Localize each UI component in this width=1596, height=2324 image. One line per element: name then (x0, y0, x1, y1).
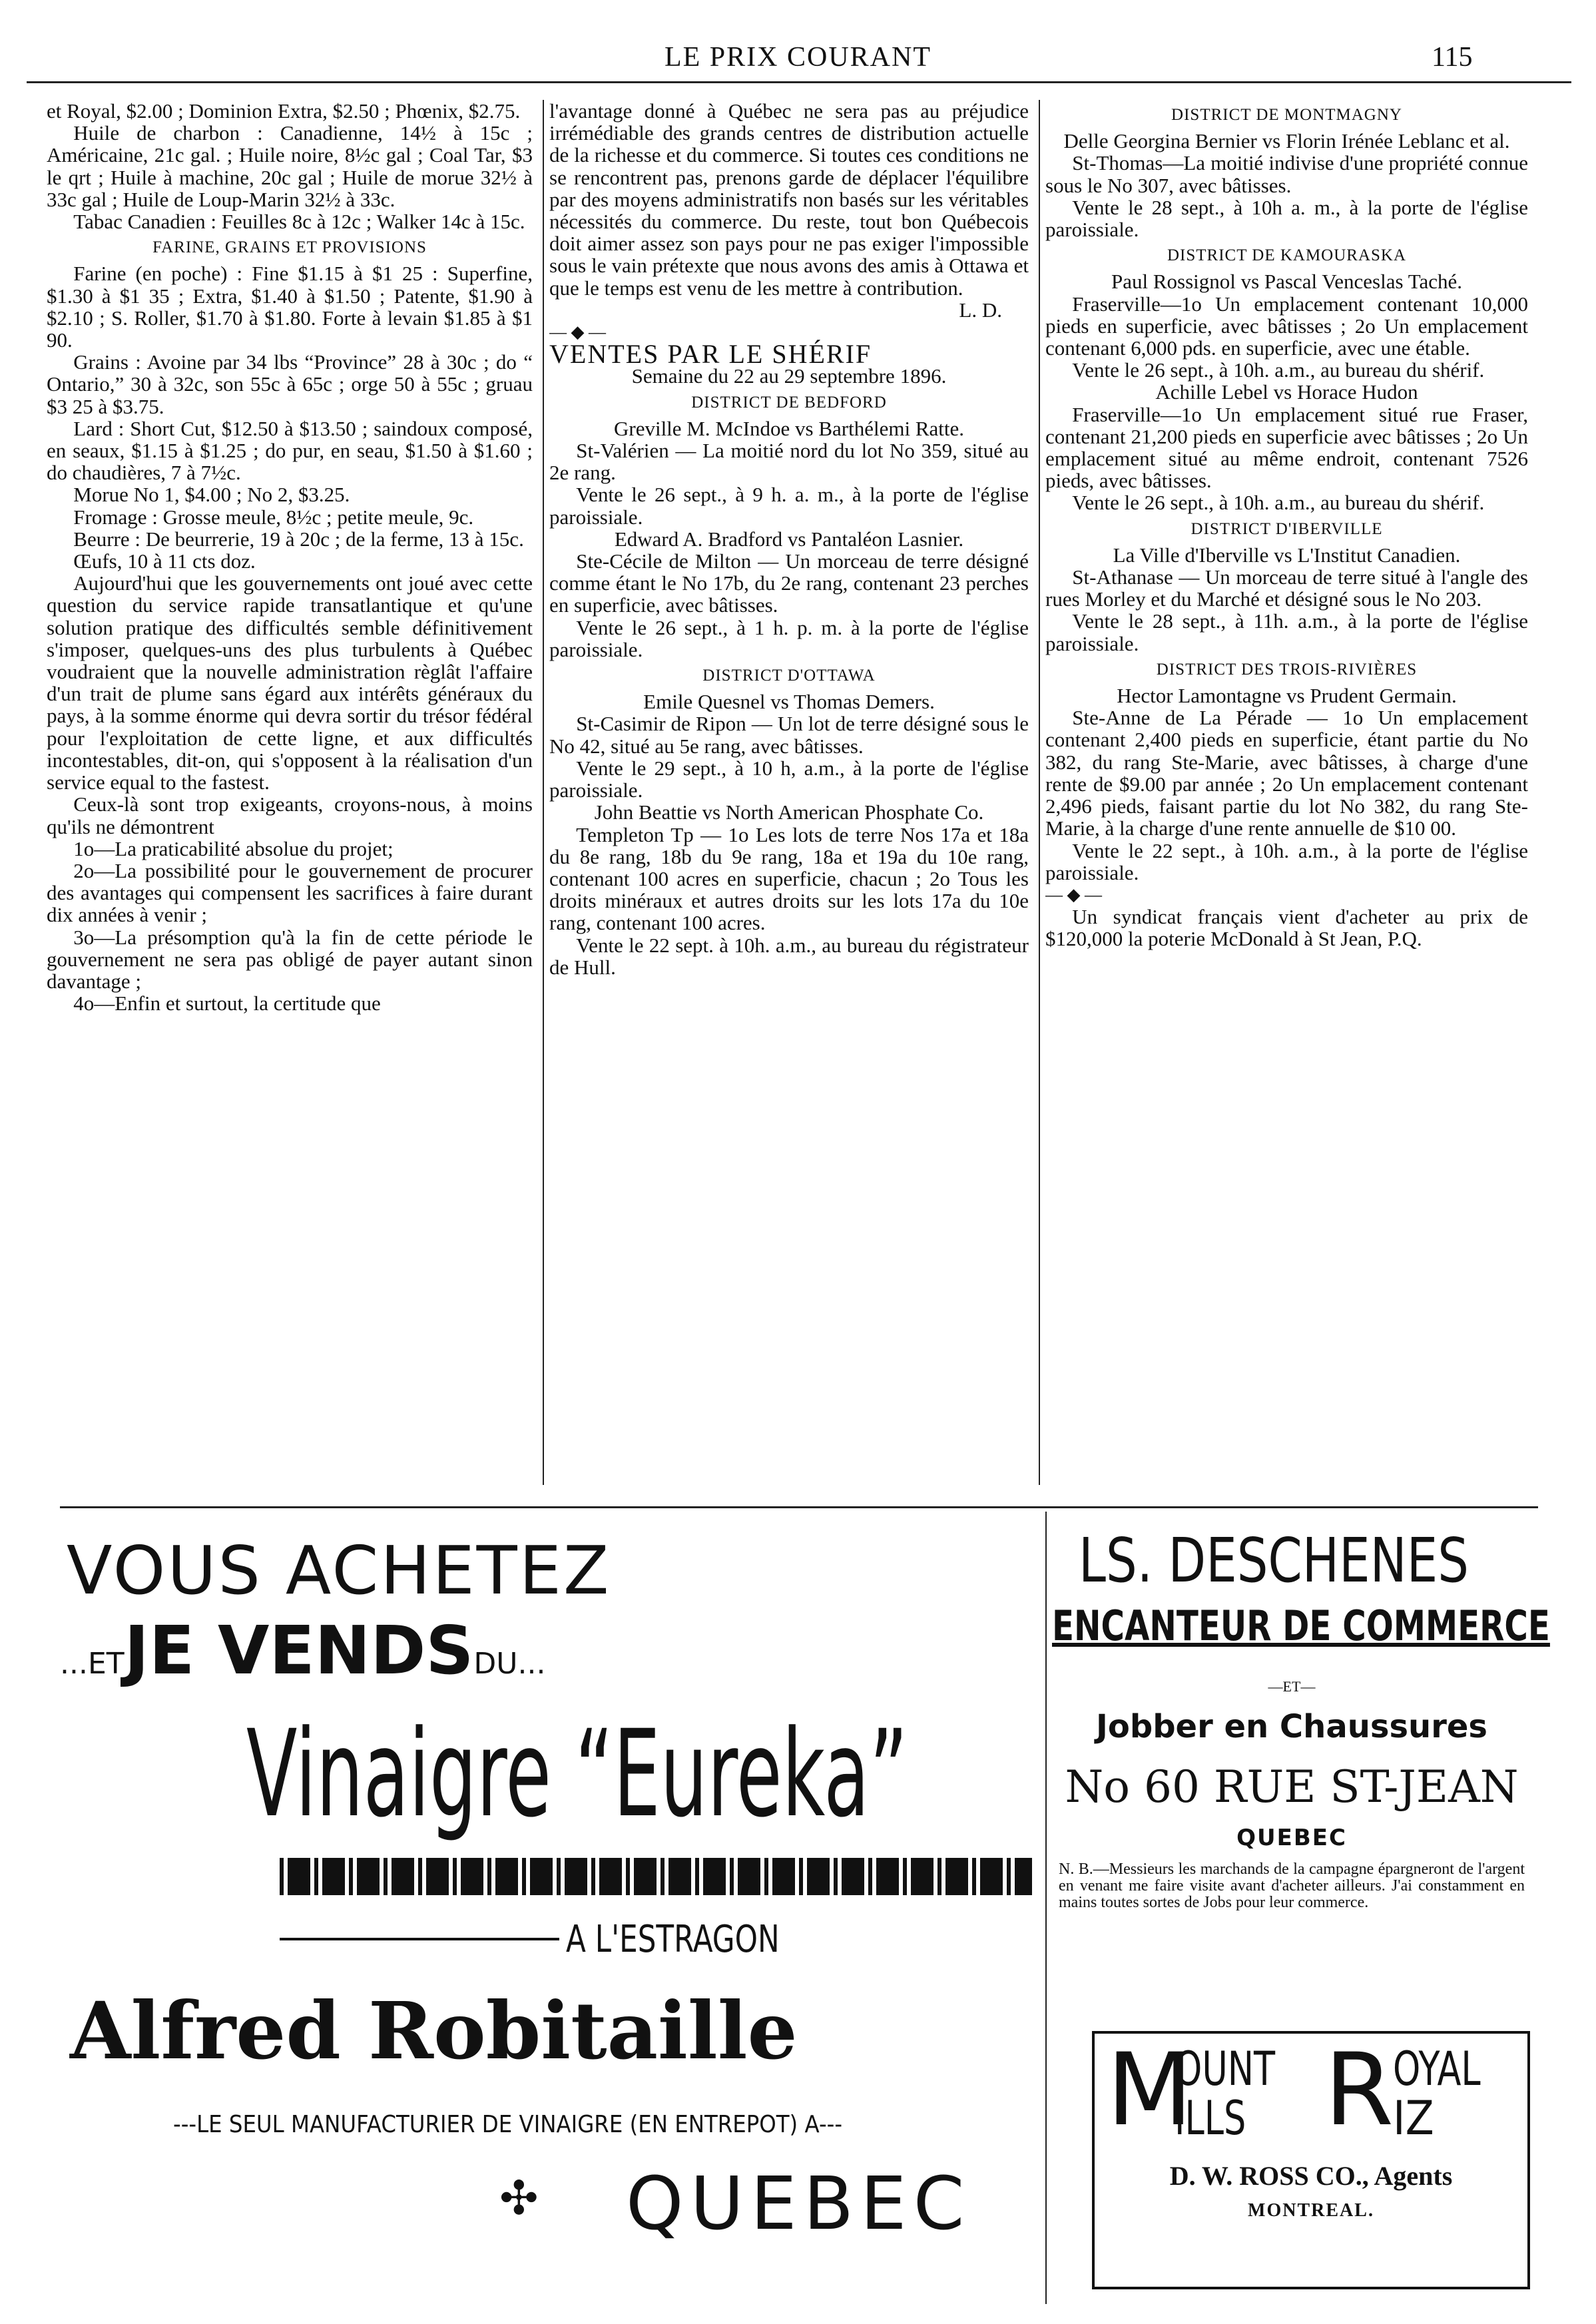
paragraph: Morue No 1, $4.00 ; No 2, $3.25. (73, 483, 350, 507)
header-rule (27, 81, 1571, 83)
section-heading: DISTRICT DE MONTMAGNY (1171, 106, 1402, 124)
ad-du: DU... (473, 1647, 546, 1681)
section-title: VENTES PAR LE SHÉRIF (549, 339, 872, 370)
paragraph: Vente le 26 sept., à 10h. a.m., au bureau du shérif. (1072, 491, 1485, 515)
auctioneer-address: No 60 RUE ST-JEAN (1065, 1761, 1519, 1813)
paragraph: Grains : Avoine par 34 lbs “Province” 28 à 30c ; do “ Ontario,” 30 à 32c, son 55c à 65c ; orge 50 à 55c ; gruau $3 25 à $3.75. (47, 350, 533, 418)
paragraph: St-Casimir de Ripon — Un lot de terre désigné sous le No 42, situé au 5e rang, avec bâtisses. (549, 712, 1029, 758)
paragraph: Ste-Cécile de Milton — Un morceau de terre désigné comme étant le No 17b, du 2e rang, contenant 23 perches en superficie, avec bâtisses. (549, 549, 1029, 617)
paragraph: Lard : Short Cut, $12.50 à $13.50 ; saindoux composé, en seaux, $1.15 à $1.25 ; do pur, en seau, $1.50 à $1.60 ; do chaudières, 7 à 7½c. (47, 416, 533, 485)
paragraph: Templeton Tp — 1o Les lots de terre Nos 17a et 18a du 8e rang, 18b du 9e rang, 18a et 19a du 10e rang, contenant 100 acres en superficie, chacun ; 2o Tous les droits minéraux et autres droits sur les lots 17a du 10e rang, contenant 100 acres. (549, 822, 1029, 935)
case-title: Semaine du 22 au 29 septembre 1896. (631, 364, 947, 388)
page-header-title: LE PRIX COURANT (664, 42, 931, 73)
paragraph: l'avantage donné à Québec ne sera pas au préjudice irrémédiable des grands centres de distribution actuelle de la richesse et du commerce. Si toutes ces conditions ne se rencontrent pas, prenons garde de déplacer l'équilibre par des moyens administratifs non basés sur les véritables nécessités du commerce. Du reste, tout bon Québecois doit aimer assez son pays pour ne pas exiger l'impossible sous le vain prétexte que nous avons des amis à Ottawa et que le temps est venu de les mettre à contribution. (549, 100, 1029, 300)
paragraph: Fraserville—1o Un emplacement situé rue Fraser, contenant 21,200 pieds en superficie avec bâtisses ; 2o Un emplacement situé au même endroit, contenant 7526 pieds, avec bâtisses. (1045, 402, 1528, 493)
brand-ount: OUNT (1175, 2042, 1276, 2096)
section-heading: DISTRICT DES TROIS-RIVIÈRES (1156, 660, 1418, 679)
paragraph: Vente le 26 sept., à 9 h. a. m., à la porte de l'église paroissiale. (549, 483, 1029, 529)
auctioneer-advertisement (1052, 1518, 1550, 1931)
paragraph: Vente le 22 sept. à 10h. a.m., au bureau du régistrateur de Hull. (549, 933, 1029, 979)
section-heading: FARINE, GRAINS ET PROVISIONS (152, 238, 427, 257)
section-heading: DISTRICT D'IBERVILLE (1191, 519, 1383, 538)
auctioneer-city: QUEBEC (1236, 1825, 1347, 1851)
rice-city: MONTREAL. (1248, 2200, 1374, 2221)
paragraph: St-Thomas—La moitié indivise d'une propriété connue sous le No 307, avec bâtisses. (1045, 151, 1528, 197)
column-divider (1039, 100, 1040, 1485)
paragraph: Vente le 28 sept., à 11h. a.m., à la porte de l'église paroissiale. (1045, 609, 1528, 655)
auctioneer-et: —ET— (1268, 1678, 1316, 1695)
paragraph: Huile de charbon : Canadienne, 14½ à 15c ; Américaine, 21c gal. ; Huile noire, 8½c gal ; Coal Tar, $3 le qrt ; Huile à machine, 20c gal ; Huile de morue 32½ à 33c gal ; Huile de Loup-Marin 32½ à 33c. (47, 121, 533, 211)
paragraph: Vente le 29 sept., à 10 h, a.m., à la porte de l'église paroissiale. (549, 756, 1029, 802)
ad-ornament-icon: ✣ (499, 2174, 539, 2225)
case-title: Emile Quesnel vs Thomas Demers. (643, 690, 935, 714)
ad-product-name: Vinaigre “Eureka” (246, 1705, 908, 1844)
case-title: Achille Lebel vs Horace Hudon (1155, 380, 1418, 404)
signature: L. D. (959, 298, 1002, 322)
paragraph: Beurre : De beurrerie, 19 à 20c ; de la ferme, 13 à 15c. (73, 527, 524, 551)
paragraph: Ceux-là sont trop exigeants, croyons-nous, à moins qu'ils ne démontrent (47, 792, 533, 838)
paragraph: Farine (en poche) : Fine $1.15 à $1 25 : Superfine, $1.30 à $1 35 ; Extra, $1.40 à $1.50 ; Patente, $1.90 à $2.10 ; S. Roller, $1.70 à $1.80. Forte à levain $1.85 à $1 90. (47, 262, 533, 352)
ads-top-rule (60, 1506, 1538, 1508)
brand-oyal: OYAL (1393, 2042, 1481, 2096)
ad-flavor: A L'ESTRAGON (566, 1918, 780, 1961)
paragraph: Fromage : Grosse meule, 8½c ; petite meule, 9c. (73, 505, 474, 529)
paragraph: Vente le 26 sept., à 1 h. p. m. à la porte de l'église paroissiale. (549, 615, 1029, 661)
section-heading: DISTRICT DE BEDFORD (691, 393, 887, 412)
paragraph: Vente le 26 sept., à 10h. a.m., au bureau du shérif. (1072, 358, 1485, 382)
column-sheriff-sales (549, 100, 1029, 1485)
rice-agents: D. W. ROSS CO., Agents (1169, 2161, 1453, 2191)
ad-headline-buy: VOUS ACHETEZ (67, 1532, 611, 1609)
paragraph: Vente le 28 sept., à 10h a. m., à la porte de l'église paroissiale. (1045, 195, 1528, 242)
column-sheriff-sales-continued (1045, 100, 1528, 1485)
paragraph: 3o—La présomption qu'à la fin de cette période le gouvernement ne sera pas obligé de payer autant sinon davantage ; (47, 925, 533, 993)
paragraph: Vente le 22 sept., à 10h. a.m., à la porte de l'église paroissiale. (1045, 838, 1528, 884)
page-number: 115 (1432, 42, 1473, 73)
paragraph: 4o—Enfin et surtout, la certitude que (73, 992, 381, 1016)
brand-m: M (1107, 2032, 1193, 2148)
separator: — ◆ — (1045, 884, 1102, 904)
ad-tagline: ---LE SEUL MANUFACTURIER DE VINAIGRE (EN ENTREPOT) A--- (173, 2111, 843, 2138)
ads-divider (1045, 1512, 1047, 2304)
case-title: Delle Georgina Bernier vs Florin Irénée Leblanc et al. (1063, 129, 1510, 153)
ad-flavor-rule (280, 1938, 559, 1940)
case-title: Hector Lamontagne vs Prudent Germain. (1117, 684, 1457, 708)
brand-r: R (1324, 2032, 1394, 2148)
vinegar-advertisement (60, 1518, 1032, 2311)
case-title: Greville M. McIndoe vs Barthélemi Ratte. (613, 416, 964, 440)
brand-iz: IZ (1393, 2091, 1434, 2146)
auctioneer-title: ENCANTEUR DE COMMERCE (1052, 1601, 1550, 1650)
brand-ills: ILLS (1175, 2091, 1246, 2146)
paragraph: 2o—La possibilité pour le gouvernement de procurer des avantages qui compensent les sacrifices à faire durant dix années à venir ; (47, 858, 533, 927)
paragraph: St-Athanase — Un morceau de terre situé à l'angle des rues Morley et du Marché et désigné sous le No 203. (1045, 565, 1528, 611)
paragraph: Tabac Canadien : Feuilles 8c à 12c ; Walker 14c à 15c. (73, 210, 525, 234)
section-heading: DISTRICT D'OTTAWA (702, 667, 876, 685)
ad-city: QUEBEC (626, 2161, 971, 2246)
separator: — ◆ — (549, 322, 606, 342)
auctioneer-et-text: ET (1282, 1678, 1301, 1695)
section-heading: DISTRICT DE KAMOURASKA (1167, 246, 1407, 265)
ad-headline-sell (60, 1611, 545, 1689)
paragraph: Œufs, 10 à 11 cts doz. (73, 549, 256, 573)
case-title: Paul Rossignol vs Pascal Venceslas Taché. (1111, 270, 1463, 294)
ad-et: ...ET (60, 1647, 125, 1681)
auctioneer-note: N. B.—Messieurs les marchands de la campagne épargneront de l'argent en venant me faire visite avant d'acheter ailleurs. J'ai constamment en mains toutes sortes de Jobs pour leur commerce. (1059, 1861, 1525, 1911)
ad-maker: Alfred Robitaille (70, 1984, 798, 2077)
column-divider (543, 100, 544, 1485)
paragraph: Ste-Anne de La Pérade — 1o Un emplacement contenant 2,400 pieds en superficie, étant partie du No 382, du rang Ste-Marie, avec bâtisses, à charge d'une rente de $9.00 par année ; 2o Un emplacement contenant 2,496 pieds, faisant partie du lot No 382, du rang Ste-Marie, à la charge d'une rente annuelle de $10 00. (1045, 706, 1528, 840)
paragraph: St-Valérien — La moitié nord du lot No 359, situé au 2e rang. (549, 439, 1029, 485)
ad-ornament-band (280, 1858, 1032, 1895)
auctioneer-trade: Jobber en Chaussures (1096, 1708, 1487, 1745)
case-title: John Beattie vs North American Phosphate Co. (594, 800, 984, 824)
paragraph: Un syndicat français vient d'acheter au prix de $120,000 la poterie McDonald à St Jean, P.Q. (1045, 905, 1528, 951)
ad-je-vends: JE VENDS (124, 1611, 474, 1689)
auctioneer-name: LS. DESCHENES (1079, 1525, 1469, 1596)
case-title: Edward A. Bradford vs Pantaléon Lasnier. (614, 527, 964, 551)
paragraph: et Royal, $2.00 ; Dominion Extra, $2.50 ; Phœnix, $2.75. (47, 100, 521, 123)
case-title: La Ville d'Iberville vs L'Institut Canadien. (1113, 543, 1461, 567)
column-market-prices (47, 100, 533, 1485)
paragraph: Aujourd'hui que les gouvernements ont joué avec cette question du service rapide transatlantique et qu'une solution pratique des difficultés semble définitivement s'imposer, quelques-uns des plus turbulents à Québec voudraient que la nouvelle administration règlât l'affaire d'un trait de plume sans égard aux intérêts généraux du pays, à la somme énorme qui devra sortir du trésor fédéral pour l'exploitation de cette ligne, et aux difficultés incontestables, dit-on, qui s'opposent à la réalisation d'un service equal to the fastest. (47, 571, 533, 794)
paragraph: Fraserville—1o Un emplacement contenant 10,000 pieds en superficie, avec bâtisses ; 2o Un emplacement contenant 6,000 pds. en superficie, avec une étable. (1045, 292, 1528, 360)
rice-mills-advertisement (1092, 2031, 1530, 2289)
paragraph: 1o—La praticabilité absolue du projet; (73, 836, 394, 860)
